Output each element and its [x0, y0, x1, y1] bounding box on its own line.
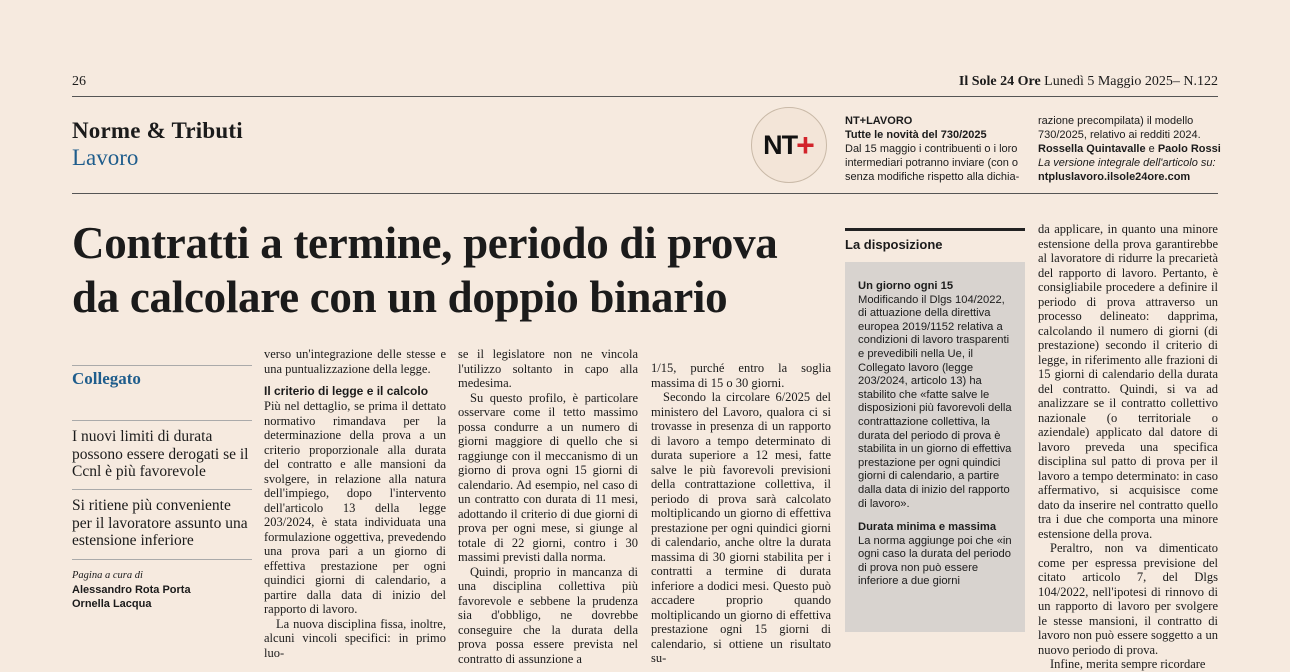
- article-column-2: [458, 347, 638, 666]
- headline-line-1: Contratti a termine, periodo di prova: [72, 218, 778, 268]
- masthead: [959, 74, 1218, 90]
- col5-paragraph-1: da applicare, in quanto una minore estensione della prova garantirebbe al lavoratore di ridurre la precarietà del rapporto di lavoro. Pertanto, è consigliabile procedere a definire il periodo di prova attraverso un processo delineato: dapprima, calcolando il numero di giorni (di prestazione) secondo il criterio di legge, in riferimento alle frazioni di 15 giorni di calendario della durata del contratto. Quindi, si va ad analizzare se il contratto collettivo nazionale (o territoriale o aziendale) applicato dal datore di lavoro preveda una specifica disciplina sul patto di prova per il lavoro a tempo determinato: in caso affermativo, si acquisisce come dato da inserire nel contratto quello tra i due che comporta una minore estensione della prova.: [1038, 222, 1218, 541]
- nt-logo-text: NT: [763, 129, 798, 160]
- promo-kicker: NT+LAVORO: [845, 115, 913, 127]
- col2-paragraph-1: se il legislatore non ne vincola l'utilizzo soltanto in capo alla medesima.: [458, 347, 638, 390]
- promo-body-2: razione precompilata) il modello 730/2025, relativo ai redditi 2024.: [1038, 115, 1201, 141]
- sidebar-rule-3: [72, 559, 252, 560]
- sidebar-rule-1: [72, 420, 252, 421]
- promo-full-version: La versione integrale dell'articolo su:: [1038, 157, 1216, 169]
- page-number: 26: [72, 74, 86, 89]
- promo-column-1: [845, 114, 1025, 184]
- section-rule: [72, 193, 1218, 194]
- section-subtitle: Lavoro: [72, 145, 139, 170]
- promo-url-link[interactable]: ntpluslavoro.ilsole24ore.com: [1038, 171, 1191, 183]
- side-tag: Collegato: [72, 369, 141, 388]
- promo-authors: [1038, 142, 1223, 156]
- col1-paragraph-3: La nuova disciplina fissa, inoltre, alcuni vincoli specifici: in primo luo-: [264, 616, 446, 660]
- promo-author-join: e: [1145, 143, 1158, 155]
- box-top-rule: [845, 228, 1025, 231]
- info-box: [845, 262, 1025, 632]
- credit-author-2: Ornella Lacqua: [72, 598, 152, 610]
- col1-paragraph-1: verso un'integrazione delle stesse e una puntualizzazione della legge.: [264, 347, 446, 376]
- col5-paragraph-3: Infine, merita sempre ricordare: [1050, 657, 1206, 671]
- promo-author-1: Rossella Quintavalle: [1038, 143, 1146, 155]
- issue-date: Lunedì 5 Maggio 2025– N.122: [1044, 74, 1218, 89]
- promo-body-1: Dal 15 maggio i contribuenti o i loro intermediari potranno inviare (con o senza modifiche rispetto alla dichia-: [845, 143, 1020, 183]
- box-paragraph-2: La norma aggiunge poi che «in ogni caso la durata del periodo di prova non può essere inferiore a due giorni: [858, 534, 1012, 588]
- headline: [72, 216, 832, 324]
- side-point-1: I nuovi limiti di durata possono essere derogati se il Ccnl è più favorevole: [72, 428, 249, 480]
- newspaper-name: Il Sole 24 Ore: [958, 74, 1041, 89]
- promo-title: Tutte le novità del 730/2025: [845, 129, 987, 141]
- sidebar-rule-2: [72, 489, 252, 490]
- box-paragraph-1: Modificando il Dlgs 104/2022, di attuazione della direttiva europea 2019/1152 relativa a condizioni di lavoro trasparenti e prevedibili nella Ue, il Collegato lavoro (legge 203/2024, articolo 13) ha stabilito che «fatte salve le disposizioni più favorevoli della contrattazione collettiva, la durata del periodo di prova è stabilita in un giorno di effettiva prestazione per ogni quindici giorni di calendario, a partire dalla data di inizio del rapporto di lavoro».: [858, 293, 1012, 510]
- promo-column-2: [1038, 114, 1223, 184]
- promo-author-2: Paolo Rossi: [1157, 143, 1221, 155]
- article-column-1: [264, 347, 446, 660]
- col2-paragraph-3: Quindi, proprio in mancanza di una disciplina collettiva più favorevole e sebbene la prudenza sia d'obbligo, ne dovrebbe conseguire che la durata della prova possa essere prevista nel contratto di assunzione a: [458, 564, 638, 666]
- col1-paragraph-2: Più nel dettaglio, se prima il dettato normativo rimandava per la determinazione della prova a un criterio proporzionale alla durata del contratto e alle mansioni da svolgere, in relazione alla natura dell'impiego, dopo l'intervento dell'articolo 13 della legge 203/2024, è stata individuata una formulazione oggettiva, prevedendo una prova pari a un giorno di effettiva prestazione per ogni quindici giorni di calendario, a partire dalla data di inizio del rapporto di lavoro.: [264, 399, 446, 616]
- side-point-2: Si ritiene più conveniente per il lavoratore assunto una estensione inferiore: [72, 497, 248, 549]
- headline-line-2: da calcolare con un doppio binario: [72, 272, 728, 322]
- box-heading-2: Durata minima e massima: [858, 521, 997, 534]
- article-column-3: [651, 361, 831, 666]
- sidebar-rule-top: [72, 365, 252, 366]
- col5-paragraph-2: Peraltro, non va dimenticato come per espressa previsione del citato articolo 7, del Dlgs 104/2022, nell'ipotesi di rinnovo di un rapporto di lavoro per svolgere le stesse mansioni, il contratto di lavoro non può essere soggetto a un nuovo periodo di prova.: [1038, 541, 1218, 657]
- plus-icon: +: [796, 127, 815, 163]
- col3-paragraph-2: Secondo la circolare 6/2025 del ministero del Lavoro, qualora ci si trovasse in presenza di un rapporto di lavoro a tempo determinato di durata superiore a 12 mesi, fatte salve le più favorevoli previsioni della contrattazione collettiva, il periodo di prova sarà calcolato moltiplicando un giorno di effettiva prestazione per ogni quindici giorni di calendario, anche oltre la durata massima di 30 giorni stabilita per i contratti a termine di durata inferiore a dodici mesi. Questo può accadere proprio quando moltiplicando un giorno di effettiva prestazione ogni 15 giorni di calendario, si ottiene un risultato su-: [651, 390, 831, 665]
- header-rule: [72, 96, 1218, 97]
- box-title: La disposizione: [845, 237, 943, 252]
- box-heading-1: Un giorno ogni 15: [858, 280, 954, 292]
- section-title: Norme & Tributi: [72, 118, 243, 143]
- credit-author-1: Alessandro Rota Porta: [72, 584, 191, 596]
- col3-paragraph-1: 1/15, purché entro la soglia massima di 15 o 30 giorni.: [651, 361, 831, 390]
- nt-plus-logo[interactable]: [751, 107, 827, 183]
- col1-subheading: Il criterio di legge e il calcolo: [264, 384, 429, 398]
- article-column-5: [1038, 222, 1218, 672]
- col2-paragraph-2: Su questo profilo, è particolare osservare come il tetto massimo possa condurre a un numero di giorni maggiore di quello che si raggiunge con il meccanismo di un giorno di prova ogni 15 giorni di calendario. Ad esempio, nel caso di un contratto con durata di 11 mesi, adottando il criterio di due giorni di prova per ogni mese, si giunge al totale di 22 giorni, contro i 30 massimi previsti dalla norma.: [458, 390, 638, 564]
- credit-label: Pagina a cura di: [72, 570, 143, 581]
